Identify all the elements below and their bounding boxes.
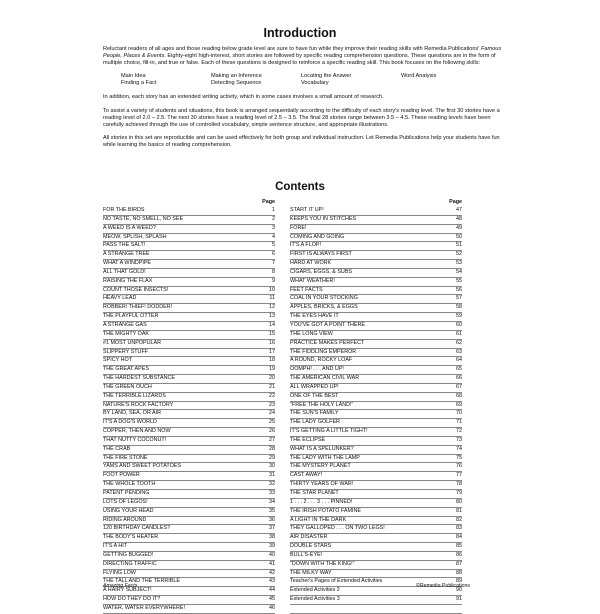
entry-page-number: 17 <box>269 348 275 355</box>
skill-item: Detecting Sequence <box>211 80 262 87</box>
entry-title: Extended Activities 3 <box>290 596 340 603</box>
entry-page-number: 25 <box>269 419 275 426</box>
entry-title: FIRST IS ALWAYS FIRST <box>290 251 352 258</box>
entry-title: THE GREEN OUCH <box>103 383 152 390</box>
entry-title: THE CRAB <box>103 445 131 452</box>
entry-title: COUNT THOSE INSECTS! <box>103 286 169 293</box>
entry-title: #1 MOST UNPOPULAR <box>103 339 162 346</box>
entry-title: COPPER, THEN AND NOW <box>103 428 171 435</box>
entry-title: FEET FACTS <box>290 286 323 293</box>
entry-page-number: 3 <box>272 224 275 231</box>
entry-title: PRACTICE MAKES PERFECT <box>290 339 365 346</box>
entry-title: ROBBER! THIEF! DODDER! <box>103 304 173 311</box>
contents-entry <box>103 278 275 287</box>
entry-page-number: 81 <box>456 507 462 514</box>
entry-title: IT'S A DOG'S WORLD <box>103 419 157 426</box>
contents-entry <box>103 543 275 552</box>
entry-title: AIR DISASTER <box>290 534 328 541</box>
entry-page-number: 16 <box>269 339 275 346</box>
entry-title: HARD AT WORK <box>290 260 332 267</box>
entry-page-number: 20 <box>269 375 275 382</box>
skills-list <box>121 73 503 87</box>
contents-entry <box>290 419 462 428</box>
entry-title: THEY GALLOPED . . . ON TWO LEGS! <box>290 525 385 532</box>
contents-entry <box>103 313 275 322</box>
skill-item: Locating the Answer <box>301 73 352 80</box>
contents-entry <box>103 251 275 260</box>
entry-title: NATURE'S ROCK FACTORY <box>103 401 174 408</box>
entry-page-number: 78 <box>456 481 462 488</box>
contents-entry <box>103 402 275 411</box>
entry-page-number: 47 <box>456 207 462 213</box>
entry-page-number: 10 <box>269 286 275 293</box>
contents-entry <box>290 349 462 358</box>
entry-page-number: 46 <box>269 604 275 611</box>
contents-entry <box>290 428 462 437</box>
skill-item: Finding a Fact <box>121 80 157 87</box>
entry-page-number: 48 <box>456 215 462 222</box>
entry-title: 120 BIRTHDAY CANDLES? <box>103 525 171 532</box>
entry-title: USING YOUR HEAD <box>103 507 154 514</box>
entry-page-number: 7 <box>272 260 275 267</box>
entry-title: COMING AND GOING <box>290 233 345 240</box>
entry-title: KEEPS YOU IN STITCHES <box>290 215 357 222</box>
entry-page-number: 8 <box>272 268 275 275</box>
entry-title: THE SUN'S FAMILY <box>290 410 339 417</box>
entry-page-number: 57 <box>456 295 462 302</box>
footer-copyright: ©Remedia Publications <box>416 583 470 589</box>
contents-entry <box>290 463 462 472</box>
entry-page-number: 9 <box>272 277 275 284</box>
entry-page-number: 61 <box>456 330 462 337</box>
contents-entry <box>290 304 462 313</box>
contents-entry <box>290 446 462 455</box>
entry-title: 1 . . . 2 . . . 3 . . . PINNED! <box>290 498 353 505</box>
entry-page-number: 27 <box>269 436 275 443</box>
skill-item: Main Idea <box>121 73 146 80</box>
contents-entry <box>290 499 462 508</box>
contents-entry <box>103 517 275 526</box>
entry-page-number: 38 <box>269 534 275 541</box>
entry-title: THAT NUTTY COCONUT! <box>103 436 167 443</box>
entry-page-number: 60 <box>456 321 462 328</box>
contents-entry <box>290 340 462 349</box>
entry-page-number <box>460 605 462 613</box>
entry-page-number: 91 <box>456 596 462 603</box>
entry-title: "FREE THE HOLY LAND!" <box>290 401 354 408</box>
entry-page-number: 58 <box>456 304 462 311</box>
entry-page-number: 44 <box>269 587 275 594</box>
contents-entry <box>103 216 275 225</box>
entry-title: THE AMERICAN CIVIL WAR <box>290 375 360 382</box>
contents-entry <box>290 534 462 543</box>
entry-page-number: 55 <box>456 277 462 284</box>
entry-page-number: 13 <box>269 313 275 320</box>
entry-page-number: 23 <box>269 401 275 408</box>
entry-page-number: 53 <box>456 260 462 267</box>
entry-title: THE EYES HAVE IT <box>290 313 339 320</box>
contents-entry <box>103 269 275 278</box>
contents-entry <box>103 446 275 455</box>
contents-entry <box>290 287 462 296</box>
contents-entry <box>103 304 275 313</box>
entry-title: IT'S GETTING A LITTLE TIGHT! <box>290 428 368 435</box>
contents-entry <box>290 295 462 304</box>
entry-page-number: 4 <box>272 233 275 240</box>
entry-page-number: 89 <box>456 578 462 585</box>
entry-title: ALL WRAPPED UP! <box>290 383 339 390</box>
entry-title: COAL IN YOUR STOCKING <box>290 295 358 302</box>
entry-title: THE LONG VIEW <box>290 330 333 337</box>
contents-entry <box>290 225 462 234</box>
entry-page-number: 59 <box>456 313 462 320</box>
entry-title: THE STAR PLANET <box>290 490 339 496</box>
contents-entry <box>290 508 462 517</box>
contents-entry <box>103 570 275 579</box>
contents-entry <box>103 463 275 472</box>
contents-entry <box>103 561 275 570</box>
contents-entry <box>103 331 275 340</box>
contents-entry <box>103 437 275 446</box>
entry-page-number: 87 <box>456 560 462 567</box>
entry-title: Extended Activities 2 <box>290 587 340 594</box>
contents-entry <box>290 384 462 393</box>
entry-title: IT'S A FLOP! <box>290 242 321 249</box>
entry-page-number: 51 <box>456 242 462 249</box>
intro-section <box>103 46 503 155</box>
contents-entry <box>290 481 462 490</box>
page-column-label: Page <box>449 199 462 205</box>
contents-entry <box>103 349 275 358</box>
contents-entry <box>290 207 462 216</box>
contents-entry <box>103 225 275 234</box>
entry-title: WHAT WEATHER! <box>290 277 335 284</box>
entry-title: A STRANGE GAS <box>103 321 147 328</box>
entry-page-number: 2 <box>272 215 275 222</box>
intro-paragraph-4: All stories in this set are reproducible and can be used effectively for both group and individual instruction. Let Remedia Publications help your students have fun while learning the basics of reading comprehension. <box>103 134 500 148</box>
entry-title: IT'S A HIT <box>103 543 128 550</box>
contents-entry <box>290 437 462 446</box>
entry-page-number: 37 <box>269 525 275 532</box>
entry-page-number: 84 <box>456 534 462 541</box>
entry-page-number: 15 <box>269 330 275 337</box>
entry-title: PASS THE SALT! <box>103 242 146 249</box>
contents-heading: Contents <box>275 181 325 193</box>
entry-title: LOTS OF LEGOS! <box>103 498 148 505</box>
page-title: Introduction <box>263 26 337 40</box>
contents-entry <box>290 242 462 251</box>
entry-page-number: 79 <box>456 490 462 496</box>
entry-title: FLYING LOW <box>103 569 136 576</box>
entry-page-number: 71 <box>456 419 462 426</box>
book-title: Famous People, Places & Events <box>103 46 502 60</box>
entry-title: THE MILKY WAY <box>290 569 332 576</box>
entry-page-number: 74 <box>456 445 462 452</box>
entry-title: FOOT POWER <box>103 472 140 479</box>
entry-page-number: 77 <box>456 472 462 479</box>
entry-title: OOMPH! . . . AND UP! <box>290 366 344 373</box>
contents-entry <box>290 278 462 287</box>
entry-title: THE BODY'S HEATER <box>103 534 159 541</box>
contents-entry <box>290 570 462 579</box>
entry-title: DIRECTING TRAFFIC <box>103 560 157 567</box>
contents-entry <box>103 490 275 499</box>
entry-title: THE HARDEST SUBSTANCE <box>103 375 175 382</box>
entry-title: Teacher's Pages of Extended Activities <box>290 578 383 585</box>
entry-title: MEOW, SPLISH, SPLASH <box>103 233 167 240</box>
contents-entry <box>290 375 462 384</box>
entry-title: FORE! <box>290 224 307 231</box>
contents-entry <box>103 384 275 393</box>
entry-title: DOUBLE STARS <box>290 543 332 550</box>
entry-title: RAISING THE FLAX <box>103 277 153 284</box>
entry-page-number: 67 <box>456 383 462 390</box>
entry-page-number: 56 <box>456 286 462 293</box>
entry-page-number: 54 <box>456 268 462 275</box>
entry-title: THIRTY YEARS OF WAR! <box>290 481 354 488</box>
entry-title: SLIPPERY STUFF <box>103 348 149 355</box>
entry-page-number: 24 <box>269 410 275 417</box>
contents-entry <box>103 499 275 508</box>
contents-entry <box>103 455 275 464</box>
contents-entry <box>103 428 275 437</box>
contents-entry <box>290 561 462 570</box>
contents-entry <box>103 605 275 614</box>
entry-title: THE FIRE STONE <box>103 454 148 461</box>
contents-entry <box>103 366 275 375</box>
entry-title: CIGARS, EGGS, & SUBS <box>290 268 353 275</box>
entry-title: NO TASTE, NO SMELL, NO SEE <box>103 215 184 222</box>
entry-page-number: 62 <box>456 339 462 346</box>
contents-entry <box>290 251 462 260</box>
entry-title: WHAT IS A SPELUNKER? <box>290 445 354 452</box>
entry-title: START IT UP! <box>290 207 324 213</box>
entry-title: GETTING BUGGED! <box>103 551 154 558</box>
contents-entry <box>290 357 462 366</box>
entry-page-number: 18 <box>269 357 275 364</box>
entry-page-number: 34 <box>269 498 275 505</box>
entry-page-number: 14 <box>269 321 275 328</box>
entry-page-number: 63 <box>456 348 462 355</box>
entry-title: THE WHOLE TOOTH <box>103 481 156 488</box>
entry-title: THE TERRIBLE LIZARDS <box>103 392 166 399</box>
entry-title: THE LADY GOLFER <box>290 419 340 426</box>
entry-title: THE PLAYFUL OTTER <box>103 313 159 320</box>
entry-page-number: 86 <box>456 551 462 558</box>
entry-page-number: 11 <box>269 295 275 302</box>
entry-page-number: 50 <box>456 233 462 240</box>
entry-page-number: 33 <box>269 490 275 496</box>
contents-entry <box>290 216 462 225</box>
entry-title: ALL THAT GOLD! <box>103 268 146 275</box>
entry-page-number: 82 <box>456 516 462 523</box>
entry-page-number: 64 <box>456 357 462 364</box>
entry-page-number: 76 <box>456 463 462 470</box>
entry-title: APPLES, BRICKS, & EGGS <box>290 304 358 311</box>
entry-page-number: 28 <box>269 445 275 452</box>
contents-column-left <box>103 198 275 614</box>
entry-page-number: 75 <box>456 454 462 461</box>
entry-title: "DOWN WITH THE KING!" <box>290 560 355 567</box>
entry-title: A STRANGE TREE <box>103 251 150 258</box>
entry-title: YAMS AND SWEET POTATOES <box>103 463 181 470</box>
contents-entry <box>103 393 275 402</box>
contents-entry <box>103 472 275 481</box>
contents-entry <box>103 234 275 243</box>
intro-paragraph-1: Reluctant readers of all ages and those reading below grade level are sure to have fun while they improve their reading skills with Remedia Publications' Famous People, Places & Events. Eighty-eight high-interest, short stories are followed by specific reading comprehension questions. These questions are in the form of multiple choice, fill-in, and true or false. Each of these questions is designed to reinforce a specific reading skill. This book focuses on the following skills: <box>103 46 502 67</box>
entry-page-number: 66 <box>456 375 462 382</box>
contents-entry <box>290 472 462 481</box>
entry-page-number: 43 <box>269 578 275 585</box>
contents-column-right <box>290 198 462 614</box>
entry-page-number: 83 <box>456 525 462 532</box>
entry-page-number: 12 <box>269 304 275 311</box>
contents-entry <box>290 605 462 614</box>
contents-entry <box>103 375 275 384</box>
entry-page-number: 69 <box>456 401 462 408</box>
entry-page-number: 88 <box>456 569 462 576</box>
skill-item: Word Analysis <box>401 73 437 80</box>
entry-title: A ROUND, ROCKY LOAF <box>290 357 353 364</box>
entry-title: A WEED IS A WEED? <box>103 224 156 231</box>
contents-entry <box>290 525 462 534</box>
contents-entry <box>290 543 462 552</box>
contents-entry <box>103 534 275 543</box>
skill-item: Vocabulary <box>301 80 329 87</box>
entry-title: YOU'VE GOT A POINT THERE <box>290 321 366 328</box>
entry-page-number: 1 <box>272 207 275 213</box>
contents-entry <box>103 419 275 428</box>
entry-title: SPICY HOT <box>103 357 132 364</box>
entry-title: A LIGHT IN THE DARK <box>290 516 347 523</box>
entry-page-number: 72 <box>456 428 462 435</box>
contents-entry <box>103 525 275 534</box>
contents-entry <box>290 455 462 464</box>
entry-page-number: 41 <box>269 560 275 567</box>
contents-entry <box>290 269 462 278</box>
entry-page-number: 42 <box>269 569 275 576</box>
page-column-label: Page <box>262 199 275 205</box>
entry-page-number: 6 <box>272 251 275 258</box>
contents-entry <box>103 295 275 304</box>
contents-entry <box>290 313 462 322</box>
contents-entry <box>290 331 462 340</box>
contents-entry <box>290 517 462 526</box>
skill-item <box>401 80 491 87</box>
contents-entry <box>103 552 275 561</box>
contents-entry <box>103 340 275 349</box>
contents-entry <box>290 393 462 402</box>
entry-title: THE IRISH POTATO FAMINE <box>290 507 361 514</box>
entry-page-number: 90 <box>456 587 462 594</box>
entry-title: THE ECLIPSE <box>290 436 326 443</box>
contents-entry <box>290 234 462 243</box>
contents-entry <box>103 596 275 605</box>
entry-page-number: 29 <box>269 454 275 461</box>
entry-title: THE MIGHTY OAK <box>103 330 150 337</box>
contents-entry <box>290 260 462 269</box>
contents-entry <box>290 490 462 499</box>
entry-page-number: 85 <box>456 543 462 550</box>
contents-entry <box>103 481 275 490</box>
contents-entry <box>103 260 275 269</box>
entry-title: THE LADY WITH THE LAMP <box>290 454 360 461</box>
entry-page-number: 68 <box>456 392 462 399</box>
footer-book-title: Amazing Facts <box>103 583 138 589</box>
contents-entry <box>103 287 275 296</box>
entry-page-number: 19 <box>269 366 275 373</box>
contents-entry <box>103 357 275 366</box>
entry-title: CAST AWAY! <box>290 472 323 479</box>
contents-entry <box>290 366 462 375</box>
entry-page-number: 52 <box>456 251 462 258</box>
entry-title: FOR THE BIRDS <box>103 207 145 213</box>
entry-page-number: 22 <box>269 392 275 399</box>
entry-page-number: 65 <box>456 366 462 373</box>
contents-entry <box>103 322 275 331</box>
entry-title: THE GREAT APES <box>103 366 149 373</box>
intro-paragraph-3: To assist a variety of students and situations, this book is arranged sequentially according to the difficulty of each story's reading level. The first 30 stories have a reading level of 2.0 – 2.5. The next 30 stories have a reading level of 2.5 – 3.5. The final 28 stories range between 3.5 – 4.5. These reading levels have been carefully achieved through the use of controlled vocabulary, simple sentence structure, and appropriate illustrations. <box>103 107 500 128</box>
entry-title: RIDING AROUND <box>103 516 147 523</box>
entry-title: ONE OF THE BEST <box>290 392 339 399</box>
contents-entry <box>290 322 462 331</box>
entry-title: HOW DO THEY DO IT? <box>103 596 161 603</box>
entry-page-number: 40 <box>269 551 275 558</box>
contents-entry <box>103 242 275 251</box>
entry-title: BULL'S-EYE! <box>290 551 323 558</box>
entry-title: THE FIDDLING EMPEROR <box>290 348 357 355</box>
entry-title: WHAT A WINDPIPE <box>103 260 152 267</box>
skill-item: Making an Inference <box>211 73 262 80</box>
contents-entry <box>290 410 462 419</box>
entry-page-number: 30 <box>269 463 275 470</box>
entry-page-number: 26 <box>269 428 275 435</box>
entry-page-number: 32 <box>269 481 275 488</box>
entry-page-number: 49 <box>456 224 462 231</box>
entry-title: BY LAND, SEA, OR AIR <box>103 410 162 417</box>
entry-page-number: 21 <box>269 383 275 390</box>
entry-page-number: 31 <box>269 472 275 479</box>
entry-page-number: 5 <box>272 242 275 249</box>
contents-entry <box>290 402 462 411</box>
entry-page-number: 36 <box>269 516 275 523</box>
contents-entry <box>290 552 462 561</box>
entry-title: WATER, WATER EVERYWHERE! <box>103 604 185 611</box>
entry-title: A HAIRY SUBJECT! <box>103 587 152 594</box>
contents-entry <box>103 410 275 419</box>
entry-title: PATENT PENDING <box>103 490 150 496</box>
entry-title: THE TALL AND THE TERRIBLE <box>103 578 180 585</box>
entry-page-number: 80 <box>456 498 462 505</box>
intro-paragraph-2: In addition, each story has an extended writing activity, which in some cases involves a small amount of research. <box>103 94 384 101</box>
entry-title: HEAVY LEAD <box>103 295 137 302</box>
entry-page-number: 39 <box>269 543 275 550</box>
entry-page-number: 73 <box>456 436 462 443</box>
entry-title: THE MYSTERY PLANET <box>290 463 351 470</box>
contents-entry <box>103 207 275 216</box>
contents-entry <box>290 596 462 605</box>
contents-entry <box>103 508 275 517</box>
entry-page-number: 45 <box>269 596 275 603</box>
entry-page-number: 35 <box>269 507 275 514</box>
entry-page-number: 70 <box>456 410 462 417</box>
